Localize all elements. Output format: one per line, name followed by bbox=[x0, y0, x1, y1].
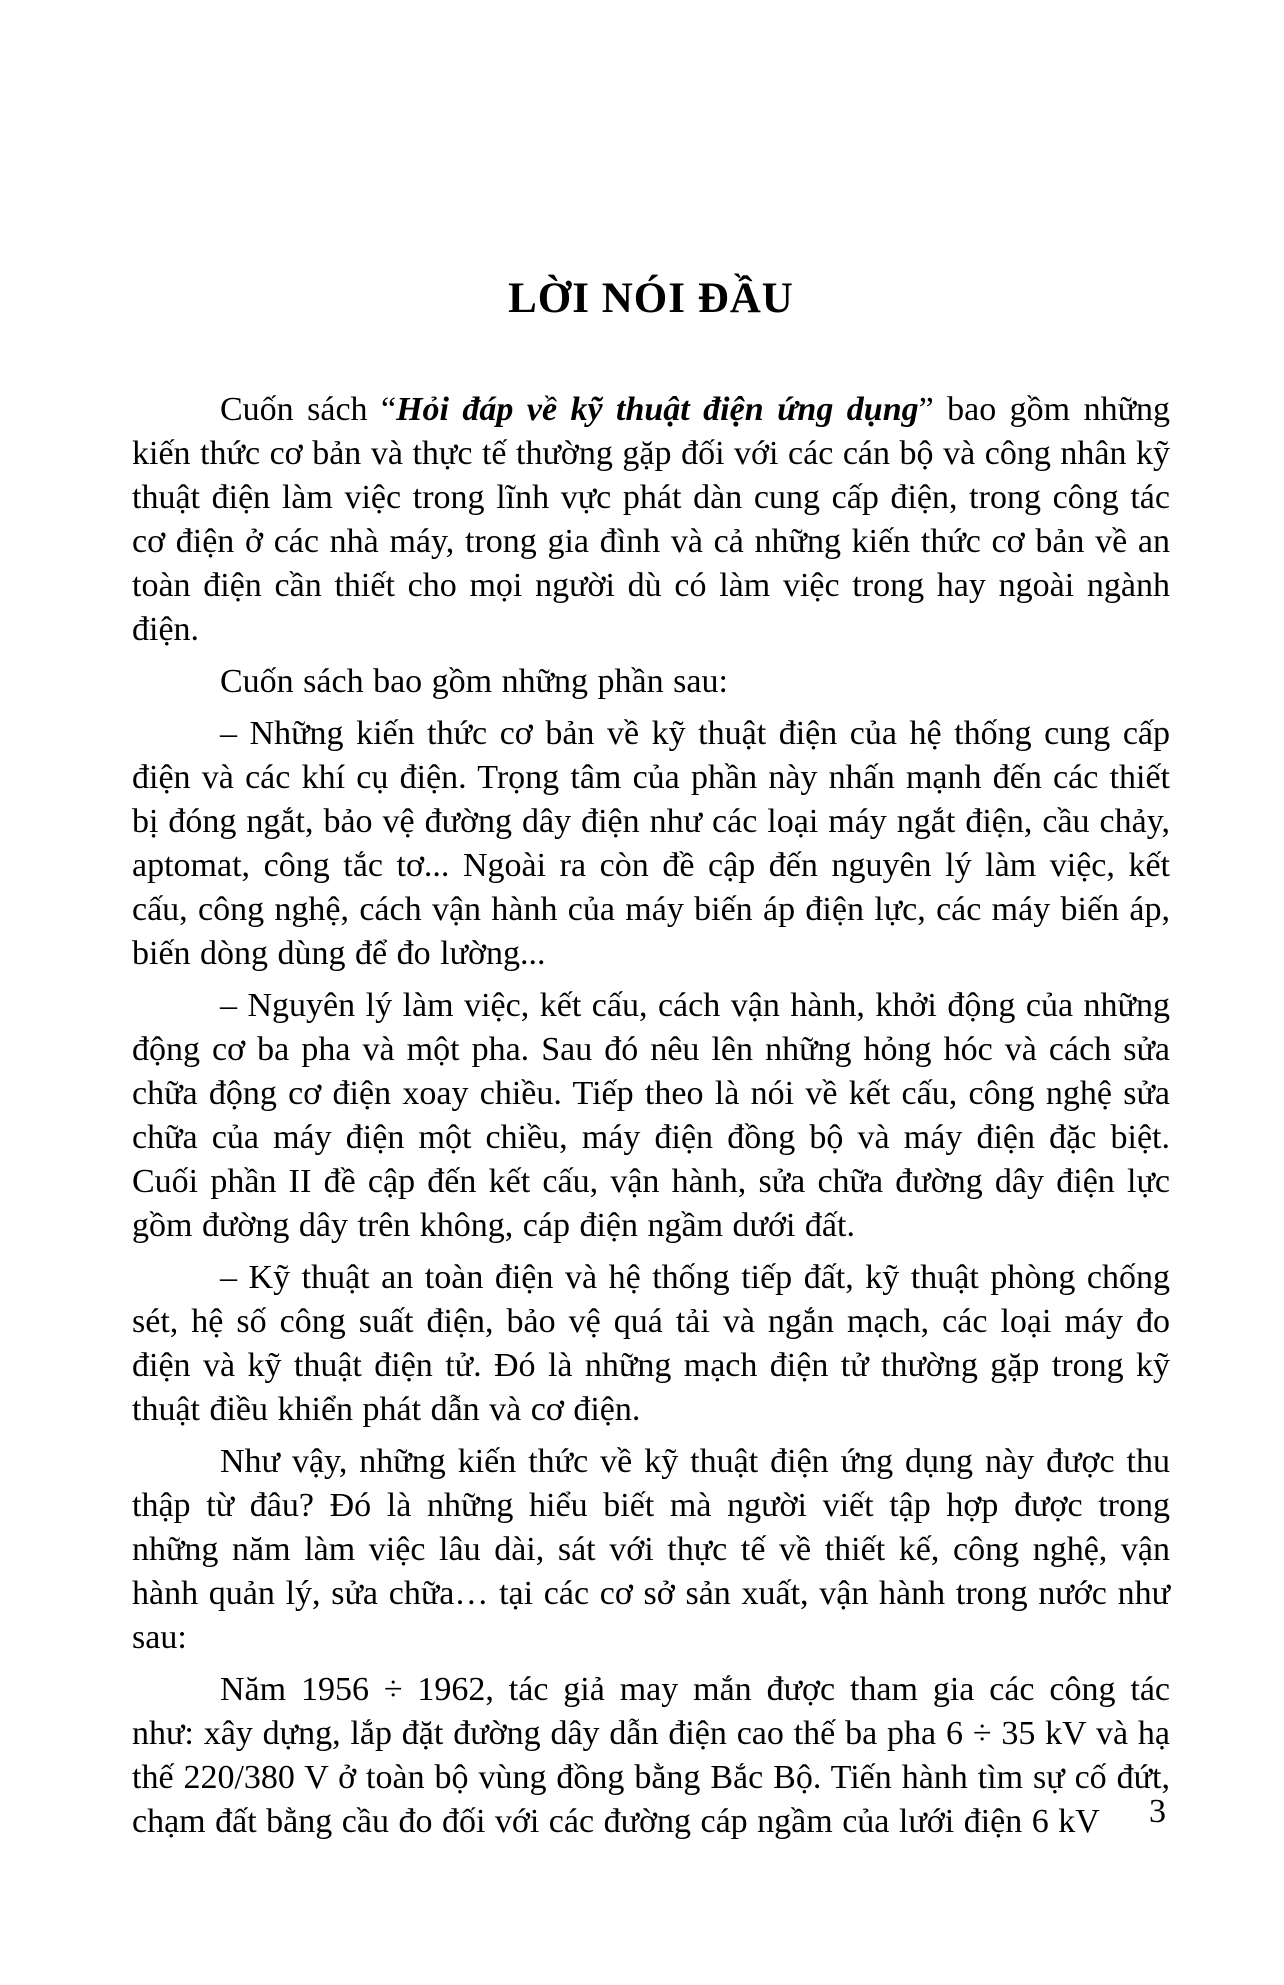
paragraph-intro-suffix: ” bao gồm những kiến thức cơ bản và thực tế thường gặp đối với các cán bộ và công nhân kỹ thuật điện làm việc trong lĩnh vực phát dàn cung cấp điện, trong công tác cơ điện ở các nhà máy, trong gia đình và cả những kiến thức cơ bản về an toàn điện cần thiết cho mọi người dù có làm việc trong hay ngoài ngành điện. bbox=[132, 391, 1170, 648]
book-title-emphasis: Hỏi đáp về kỹ thuật điện ứng dụng bbox=[396, 391, 919, 428]
paragraph-part-3: – Kỹ thuật an toàn điện và hệ thống tiếp đất, kỹ thuật phòng chống sét, hệ số công suất điện, bảo vệ quá tải và ngắn mạch, các loại máy đo điện và kỹ thuật điện tử. Đó là những mạch điện tử thường gặp trong kỹ thuật điều khiển phát dẫn và cơ điện. bbox=[132, 1259, 1170, 1428]
paragraph-intro-prefix: Cuốn sách “ bbox=[220, 391, 397, 428]
paragraph-part-2: – Nguyên lý làm việc, kết cấu, cách vận hành, khởi động của những động cơ ba pha và một pha. Sau đó nêu lên những hỏng hóc và cách sửa chữa động cơ điện xoay chiều. Tiếp theo là nói về kết cấu, công nghệ sửa chữa của máy điện một chiều, máy điện đồng bộ và máy điện đặc biệt. Cuối phần II đề cập đến kết cấu, vận hành, sửa chữa đường dây điện lực gồm đường dây trên không, cáp điện ngầm dưới đất. bbox=[132, 987, 1170, 1244]
paragraph-history: Năm 1956 ÷ 1962, tác giả may mắn được tham gia các công tác như: xây dựng, lắp đặt đường dây dẫn điện cao thế ba pha 6 ÷ 35 kV và hạ thế 220/380 V ở toàn bộ vùng đồng bằng Bắc Bộ. Tiến hành tìm sự cố đứt, chạm đất bằng cầu đo đối với các đường cáp ngầm của lưới điện 6 kV bbox=[132, 1671, 1170, 1840]
paragraph-part-1: – Những kiến thức cơ bản về kỹ thuật điện của hệ thống cung cấp điện và các khí cụ điện. Trọng tâm của phần này nhấn mạnh đến các thiết bị đóng ngắt, bảo vệ đường dây điện như các loại máy ngắt điện, cầu chảy, aptomat, công tắc tơ... Ngoài ra còn đề cập đến nguyên lý làm việc, kết cấu, công nghệ, cách vận hành của máy biến áp điện lực, các máy biến áp, biến dòng dùng để đo lường... bbox=[132, 715, 1170, 972]
paragraph-intro bbox=[132, 388, 1170, 652]
text-column bbox=[132, 0, 1170, 1852]
page-number: 3 bbox=[1149, 1793, 1166, 1830]
page-title: LỜI NÓI ĐẦU bbox=[508, 275, 794, 322]
paragraph-contents-lead: Cuốn sách bao gồm những phần sau: bbox=[220, 663, 728, 700]
paragraph-sources: Như vậy, những kiến thức về kỹ thuật điện ứng dụng này được thu thập từ đâu? Đó là những hiểu biết mà người viết tập hợp được trong những năm làm việc lâu dài, sát với thực tế về thiết kế, công nghệ, vận hành quản lý, sửa chữa… tại các cơ sở sản xuất, vận hành trong nước như sau: bbox=[132, 1443, 1170, 1656]
